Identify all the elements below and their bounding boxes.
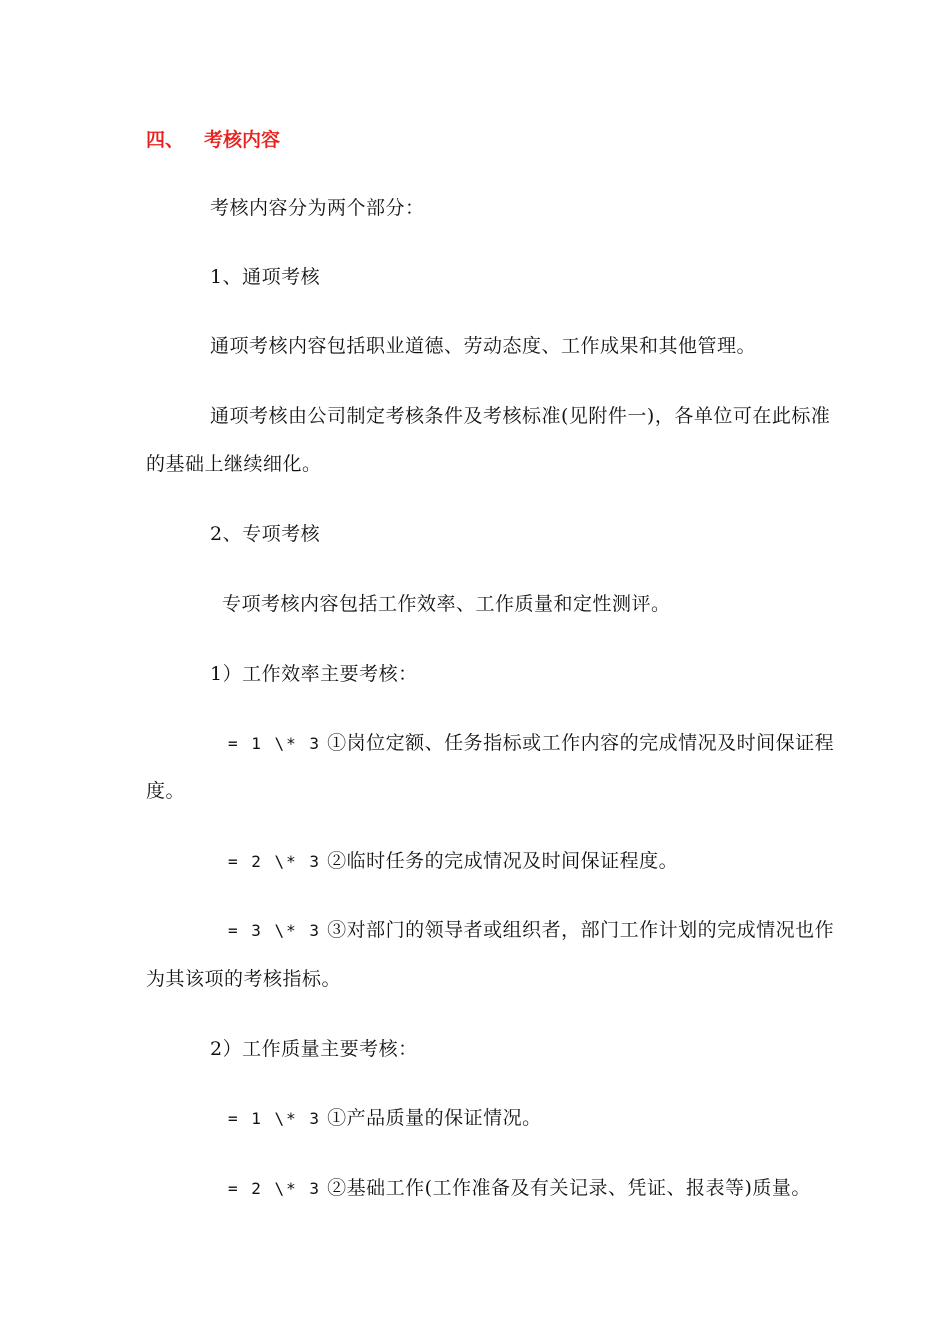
efficiency-item-1-line-2: 度。 — [146, 780, 186, 802]
general-standard-line-2: 的基础上继续细化。 — [146, 453, 322, 475]
quality-item-1-text: ①产品质量的保证情况。 — [327, 1107, 542, 1129]
efficiency-item-1-text: ①岗位定额、任务指标或工作内容的完成情况及时间保证程 — [327, 732, 835, 754]
general-standard-line-1: 通项考核由公司制定考核条件及考核标准(见附件一)，各单位可在此标准 — [210, 405, 831, 427]
field-code: = 1 \* 3 — [228, 1109, 322, 1128]
efficiency-heading: 1）工作效率主要考核： — [210, 663, 418, 685]
quality-item-2-text: ②基础工作(工作准备及有关记录、凭证、报表等)质量。 — [327, 1177, 811, 1199]
field-code: = 2 \* 3 — [228, 852, 322, 871]
general-assessment-heading: 1、通项考核 — [210, 266, 321, 288]
efficiency-item-1-line-1 — [228, 731, 834, 756]
section-heading — [146, 128, 280, 152]
special-assessment-content: 专项考核内容包括工作效率、工作质量和定性测评。 — [222, 593, 671, 615]
intro-paragraph: 考核内容分为两个部分： — [210, 197, 425, 219]
field-code: = 1 \* 3 — [228, 734, 322, 753]
efficiency-item-3-text: ③对部门的领导者或组织者，部门工作计划的完成情况也作 — [327, 919, 835, 941]
section-title: 考核内容 — [204, 129, 281, 151]
efficiency-item-3-line-2: 为其该项的考核指标。 — [146, 968, 342, 990]
general-assessment-content: 通项考核内容包括职业道德、劳动态度、工作成果和其他管理。 — [210, 335, 757, 357]
quality-heading: 2）工作质量主要考核： — [210, 1038, 418, 1060]
efficiency-item-2-text: ②临时任务的完成情况及时间保证程度。 — [327, 850, 679, 872]
special-assessment-heading: 2、专项考核 — [210, 523, 321, 545]
field-code: = 2 \* 3 — [228, 1179, 322, 1198]
field-code: = 3 \* 3 — [228, 921, 322, 940]
efficiency-item-3-line-1 — [228, 918, 834, 943]
quality-item-1 — [228, 1106, 542, 1131]
quality-item-2 — [228, 1176, 811, 1201]
section-number: 四、 — [146, 129, 185, 151]
efficiency-item-2 — [228, 849, 678, 874]
